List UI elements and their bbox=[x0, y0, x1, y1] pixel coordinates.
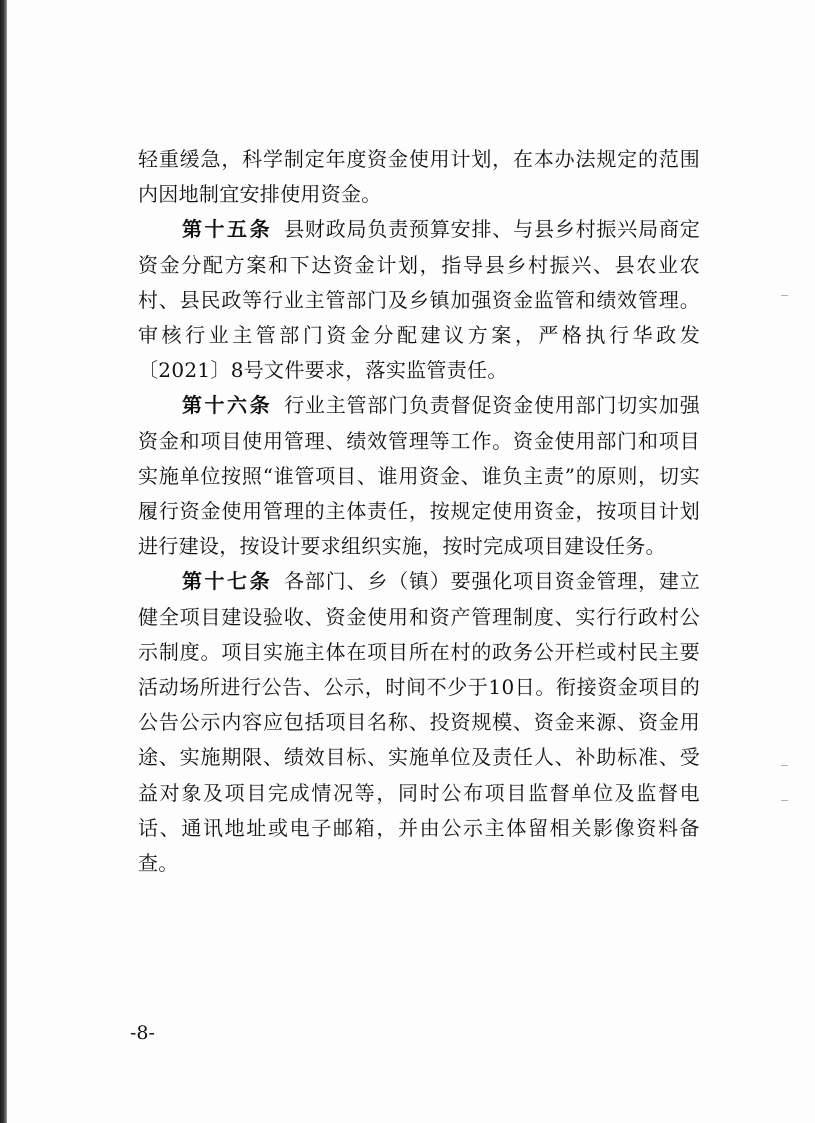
article-number: 第十七条 bbox=[182, 569, 273, 594]
paragraph-text: 县财政局负责预算安排、与县乡村振兴局商定资金分配方案和下达资金计划，指导县乡村振兴、县农业农村、县民政等行业主管部门及乡镇加强资金监管和绩效管理。审核行业主管部门资金分配建议方案，严格执行华政发〔2021〕8号文件要求，落实监管责任。 bbox=[138, 217, 701, 383]
article-number: 第十六条 bbox=[182, 393, 273, 418]
scan-mark bbox=[781, 765, 788, 766]
page-number: -8- bbox=[130, 1022, 155, 1044]
scan-mark bbox=[781, 800, 788, 801]
article-number: 第十五条 bbox=[182, 217, 273, 242]
body-text bbox=[138, 142, 700, 881]
article-15 bbox=[138, 212, 700, 388]
paragraph-text: 各部门、乡（镇）要强化项目资金管理，建立健全项目建设验收、资金使用和资产管理制度、实行行政村公示制度。项目实施主体在项目所在村的政务公开栏或村民主要活动场所进行公告、公示，时间不少于10日。衔接资金项目的公告公示内容应包括项目名称、投资规模、资金来源、资金用途、实施期限、绩效目标、实施单位及责任人、补助标准、受益对象及项目完成情况等，同时公布项目监督单位及监督电话、通讯地址或电子邮箱，并由公示主体留相关影像资料备查。 bbox=[138, 569, 701, 876]
paragraph-continuation bbox=[138, 142, 700, 212]
paragraph-text: 行业主管部门负责督促资金使用部门切实加强资金和项目使用管理、绩效管理等工作。资金使用部门和项目实施单位按照“谁管项目、谁用资金、谁负主责”的原则，切实履行资金使用管理的主体责任，按规定使用资金，按项目计划进行建设，按设计要求组织实施，按时完成项目建设任务。 bbox=[138, 393, 701, 559]
scan-mark bbox=[781, 295, 788, 296]
paragraph-text: 轻重缓急，科学制定年度资金使用计划，在本办法规定的范围内因地制宜安排使用资金。 bbox=[138, 147, 700, 207]
scan-border bbox=[0, 0, 7, 1123]
article-17 bbox=[138, 564, 700, 881]
article-16 bbox=[138, 388, 700, 564]
